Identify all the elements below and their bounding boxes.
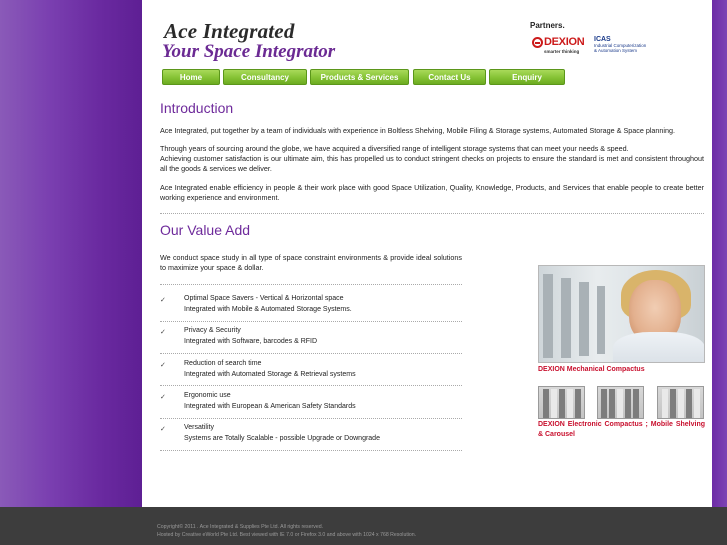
shelf-shape	[561, 278, 571, 358]
icas-logo[interactable]	[594, 36, 664, 53]
checkmark-icon: ✓	[160, 362, 166, 369]
shelf-shape	[597, 286, 605, 354]
shelf-shape	[662, 389, 668, 418]
left-purple-sidebar	[0, 0, 142, 507]
nav-products-services[interactable]: Products & Services	[310, 69, 409, 85]
list-item-detail: Integrated with European & American Safety Standards	[184, 403, 356, 410]
list-item-title: Versatility	[184, 424, 214, 431]
value-add-lead: We conduct space study in all type of space constraint environments & provide ideal solutions to maximize your space & dollar.	[160, 253, 462, 272]
intro-paragraph-3: Achieving customer satisfaction is our ultimate aim, this has propelled us to conduct stringent checks on projects to ensure the standard is met and consistent throughout all the goods & services we deliver.	[160, 154, 704, 173]
shelf-shape	[601, 389, 607, 418]
list-item-title: Reduction of search time	[184, 360, 262, 367]
intro-paragraph-2: Through years of sourcing around the globe, we have acquired a diversified range of intelligent storage systems that can meet your needs & speed.	[160, 144, 629, 153]
nav-consultancy[interactable]: Consultancy	[223, 69, 307, 85]
right-purple-sidebar	[712, 0, 727, 507]
intro-paragraph-4: Ace Integrated enable efficiency in people & their work place with good Space Utilization, Quality, Knowledge, Products, and Services that enable people to create better working experience and environment.	[160, 183, 704, 202]
list-item-title: Ergonomic use	[184, 392, 231, 399]
carousel-thumbnail[interactable]	[657, 386, 704, 419]
shelf-shape	[617, 389, 623, 418]
nav-enquiry[interactable]: Enquiry	[489, 69, 565, 85]
icas-subtitle-2: & Automation System	[594, 48, 638, 53]
main-content	[142, 0, 712, 507]
shelf-shape	[625, 389, 631, 418]
brand-tagline: Your Space Integrator	[162, 41, 336, 62]
shelf-shape	[670, 389, 676, 418]
list-item-detail: Integrated with Software, barcodes & RFID	[184, 338, 318, 345]
shelf-shape	[633, 389, 639, 418]
list-item-detail: Integrated with Mobile & Automated Storage Systems.	[184, 306, 352, 313]
nav-home[interactable]: Home	[162, 69, 220, 85]
dexion-logo-text: DEXION	[544, 36, 585, 48]
icas-subtitle-1: Industrial Computerization	[594, 43, 647, 48]
value-add-heading: Our Value Add	[160, 222, 251, 238]
list-divider	[160, 418, 462, 419]
thumbnails-caption: DEXION Electronic Compactus ; Mobile Shelving & Carousel	[538, 421, 705, 438]
intro-heading: Introduction	[160, 100, 234, 116]
list-divider	[160, 385, 462, 386]
electronic-compactus-thumbnail[interactable]	[538, 386, 585, 419]
list-divider	[160, 450, 462, 451]
shelf-shape	[686, 389, 692, 418]
nav-contact-us[interactable]: Contact Us	[413, 69, 486, 85]
main-photo-caption: DEXION Mechanical Compactus	[538, 366, 645, 373]
shelf-shape	[559, 389, 565, 418]
list-divider	[160, 284, 462, 285]
shelf-shape	[609, 389, 615, 418]
intro-paragraph-1: Ace Integrated, put together by a team of individuals with experience in Boltless Shelving, Mobile Filing & Storage systems, Automated Storage & Space planning.	[160, 126, 675, 135]
section-divider	[160, 213, 704, 214]
checkmark-icon: ✓	[160, 329, 166, 336]
shelf-shape	[543, 274, 553, 358]
brand-name[interactable]: Ace Integrated	[164, 19, 295, 43]
shelf-shape	[575, 389, 581, 418]
shelf-shape	[678, 389, 684, 418]
checkmark-icon: ✓	[160, 394, 166, 401]
checkmark-icon: ✓	[160, 426, 166, 433]
icas-logo-text: ICAS	[594, 36, 611, 43]
list-item-detail: Integrated with Automated Storage & Retrieval systems	[184, 371, 356, 378]
shelf-shape	[567, 389, 573, 418]
footer	[0, 507, 727, 545]
footer-copyright: Copyright© 2011 . Ace Integrated & Supplies Pte Ltd. All rights reserved.	[157, 524, 324, 530]
dexion-logo[interactable]	[532, 36, 584, 56]
list-item-title: Privacy & Security	[184, 327, 241, 334]
list-item-detail: Systems are Totally Scalable - possible Upgrade or Downgrade	[184, 435, 380, 442]
person-body-shape	[613, 332, 705, 363]
dexion-mechanical-compactus-photo[interactable]	[538, 265, 705, 363]
shelf-shape	[543, 389, 549, 418]
list-divider	[160, 353, 462, 354]
mobile-shelving-thumbnail[interactable]	[597, 386, 644, 419]
shelf-shape	[694, 389, 700, 418]
shelf-shape	[579, 282, 589, 356]
partners-label: Partners.	[530, 21, 565, 30]
list-divider	[160, 321, 462, 322]
footer-hosting-note: Hosted by Creative eWorld Pte Ltd. Best viewed with IE 7.0 or Firefox 3.0 and above with 1024 x 768 Resolution.	[157, 532, 417, 538]
dexion-mark-icon	[532, 37, 543, 48]
dexion-tagline: smarter thinking	[544, 49, 580, 54]
list-item-title: Optimal Space Savers - Vertical & Horizontal space	[184, 295, 344, 302]
shelf-shape	[551, 389, 557, 418]
checkmark-icon: ✓	[160, 297, 166, 304]
